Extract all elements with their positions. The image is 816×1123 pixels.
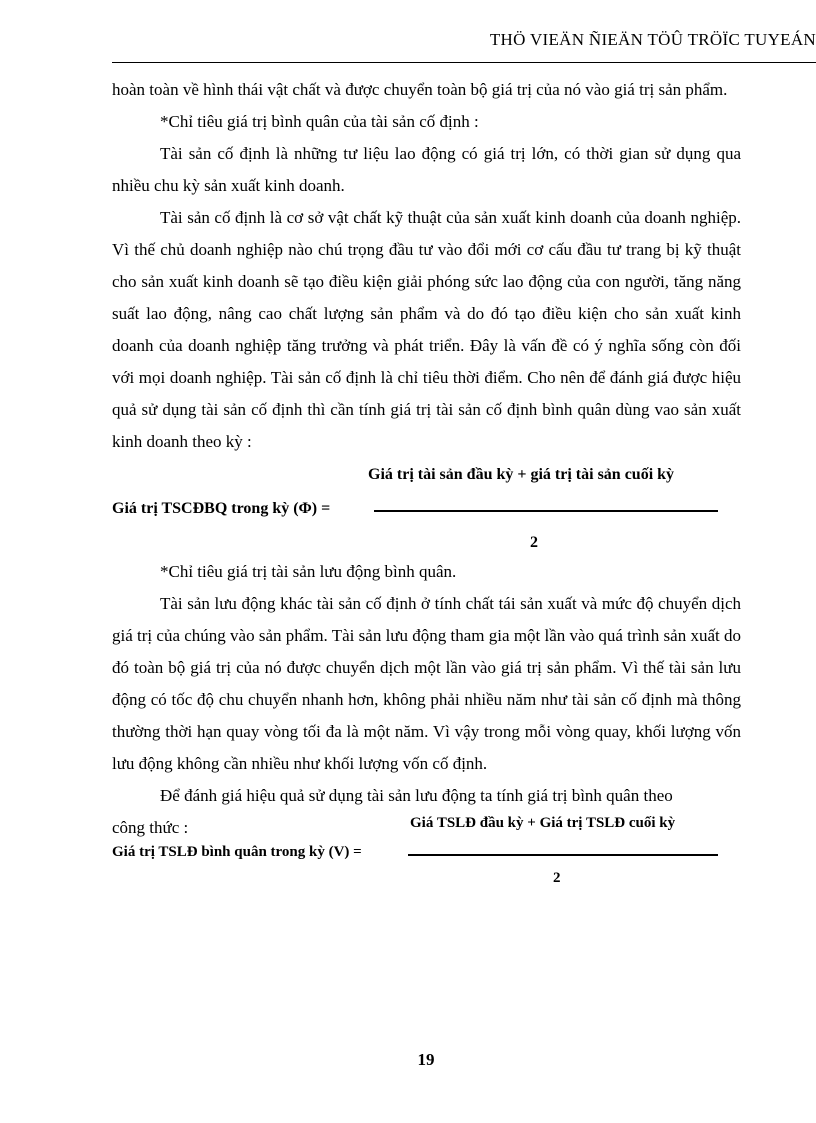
formula1-denominator: 2 [530, 534, 538, 551]
formula1-fraction-bar [374, 510, 718, 512]
header-rule [112, 62, 816, 63]
paragraph-current-asset-method: Để đánh giá hiệu quả sử dụng tài sản lưu động ta tính giá trị bình quân theo [160, 786, 673, 805]
formula2-lead-line [112, 812, 741, 844]
page-number: 19 [417, 1050, 435, 1069]
heading-fixed-asset-average: *Chỉ tiêu giá trị bình quân của tài sản cố định : [160, 112, 479, 131]
paragraph-fixed-asset-role: Tài sản cố định là cơ sở vật chất kỹ thuật của sản xuất kinh doanh của doanh nghiệp. Vì thế chủ doanh nghiệp nào chú trọng đầu tư vào đổi mới cơ cấu đầu tư trang bị kỹ thuật cho sản xuất kinh doanh sẽ tạo điều kiện giải phóng sức lao động của con người, tăng năng suất lao động, nâng cao chất lượng sản phẩm và do đó tạo điều kiện cho sản xuất kinh doanh của doanh nghiệp tăng trưởng và phát triển. Đây là vấn đề có ý nghĩa sống còn đối với mọi doanh nghiệp. Tài sản cố định là chỉ tiêu thời điểm. Cho nên để đánh giá được hiệu quả sử dụng tài sản cố định thì cần tính giá trị tài sản cố định bình quân dùng vao sản xuất kinh doanh theo kỳ : [112, 208, 741, 451]
paragraph-fixed-asset-definition: Tài sản cố định là những tư liệu lao động có giá trị lớn, có thời gian sử dụng qua nhiều chu kỳ sản xuất kinh doanh. [112, 144, 741, 195]
paragraph-continuation: hoàn toàn về hình thái vật chất và được chuyển toàn bộ giá trị của nó vào giá trị sản phẩm. [112, 80, 728, 99]
formula-current-asset-average [112, 844, 741, 904]
formula1-numerator: Giá trị tài sản đầu kỳ + giá trị tài sản cuối kỳ [368, 466, 675, 483]
formula2-fraction-bar [408, 854, 718, 856]
paragraph-current-asset-definition: Tài sản lưu động khác tài sản cố định ở tính chất tái sản xuất và mức độ chuyển dịch giá trị của chúng vào sản phẩm. Tài sản lưu động tham gia một lần vào quá trình sản xuất do đó toàn bộ giá trị của nó được chuyển dịch một lần vào giá trị sản phẩm. Vì thế tài sản lưu động có tốc độ chu chuyển nhanh hơn, không phải nhiều năm như tài sản cố định mà thông thường thời hạn quay vòng tối đa là một năm. Vì vậy trong mỗi vòng quay, khối lượng vốn lưu động không cần nhiều như khối lượng vốn cố định. [112, 594, 741, 773]
page-body [112, 74, 741, 904]
formula2-denominator: 2 [553, 870, 561, 886]
formula-fixed-asset-average [112, 466, 741, 556]
formula1-lhs: Giá trị TSCĐBQ trong kỳ (Φ) = [112, 500, 331, 517]
heading-current-asset-average: *Chỉ tiêu giá trị tài sản lưu động bình quân. [160, 562, 457, 581]
formula2-lhs: Giá trị TSLĐ bình quân trong kỳ (V) = [112, 844, 362, 860]
running-header: THÖ VIEÄN ÑIEÄN TÖÛ TRÖÏC TUYEÁN [489, 30, 816, 49]
formula2-lead: công thức : [112, 818, 189, 837]
formula2-numerator: Giá TSLĐ đầu kỳ + Giá trị TSLĐ cuối kỳ [410, 815, 676, 831]
